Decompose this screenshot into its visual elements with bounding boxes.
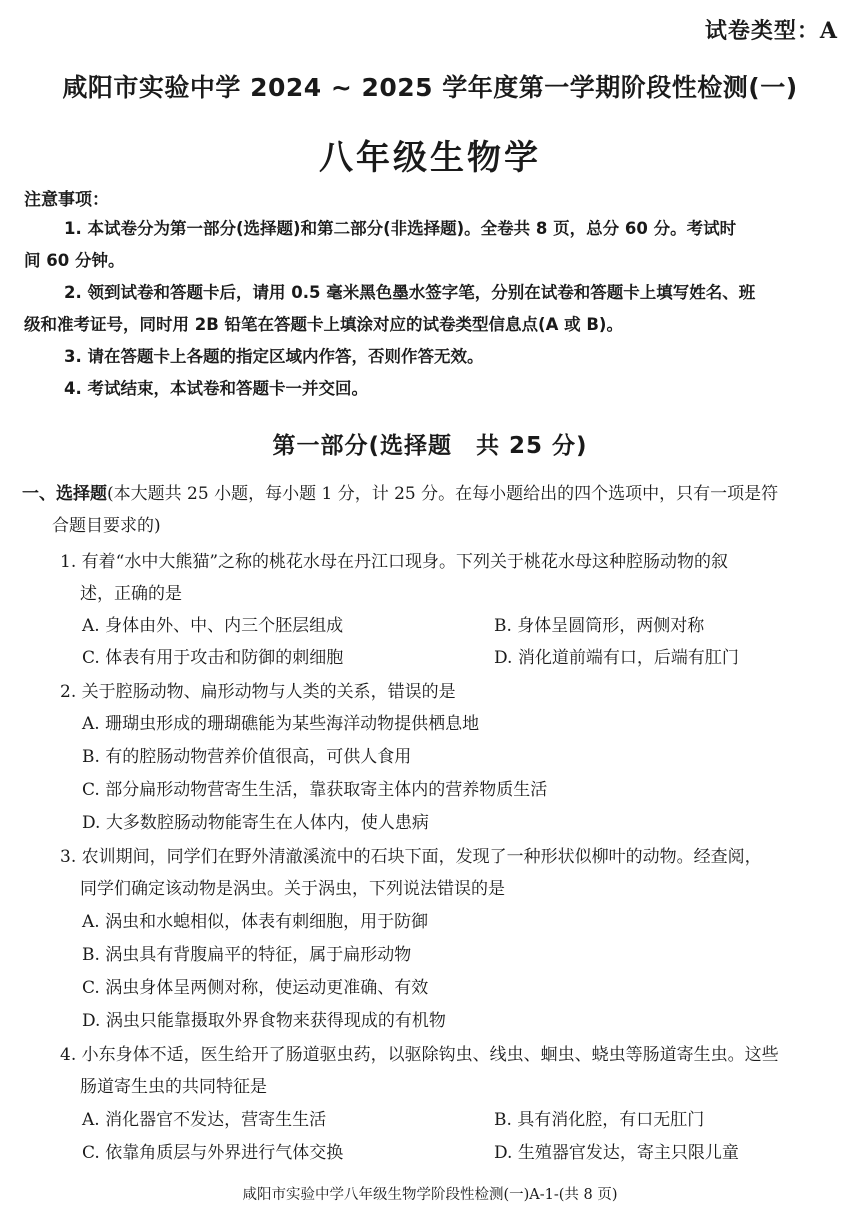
question-1 — [60, 546, 842, 610]
option-a: A. 珊瑚虫形成的珊瑚礁能为某些海洋动物提供栖息地 — [82, 714, 480, 734]
notice-line: 4. 考试结束，本试卷和答题卡一并交回。 — [64, 379, 368, 398]
option-d: D. 涡虫只能靠摄取外界食物来获得现成的有机物 — [82, 1011, 446, 1031]
notice-line: 2. 领到试卷和答题卡后，请用 0.5 毫米黑色墨水签字笔，分别在试卷和答题卡上填写姓名、班 — [64, 283, 756, 302]
question-4 — [60, 1039, 842, 1103]
notice-line: 级和准考证号，同时用 2B 铅笔在答题卡上填涂对应的试卷类型信息点(A 或 B)。 — [24, 315, 623, 334]
part1-title: 第一部分(选择题 共 25 分) — [272, 433, 588, 459]
option-b: B. 身体呈圆筒形，两侧对称 — [494, 616, 705, 636]
option-d: D. 生殖器官发达，寄主只限儿童 — [494, 1143, 739, 1163]
exam-title: 咸阳市实验中学 2024 ~ 2025 学年度第一学期阶段性检测(一) — [62, 73, 798, 102]
notice-line: 间 60 分钟。 — [24, 251, 125, 270]
option-b: B. 具有消化腔，有口无肛门 — [494, 1110, 705, 1130]
option-c: C. 依靠角质层与外界进行气体交换 — [82, 1143, 344, 1163]
section-desc-cont: 合题目要求的) — [52, 516, 161, 536]
notice-line: 3. 请在答题卡上各题的指定区域内作答，否则作答无效。 — [64, 347, 484, 366]
page-footer: 咸阳市实验中学八年级生物学阶段性检测(一)A-1-(共 8 页) — [242, 1187, 618, 1203]
option-c: C. 部分扁形动物营寄生生活，靠获取寄主体内的营养物质生活 — [82, 780, 548, 800]
question-3 — [60, 841, 842, 905]
question-stem: 1. 有着“水中大熊猫”之称的桃花水母在丹江口现身。下列关于桃花水母这种腔肠动物的叙 — [60, 552, 729, 572]
question-stem-cont: 述，正确的是 — [80, 584, 182, 604]
option-a: A. 身体由外、中、内三个胚层组成 — [82, 616, 344, 636]
section-name: 一、选择题 — [22, 484, 107, 504]
option-c: C. 体表有用于攻击和防御的刺细胞 — [82, 648, 344, 668]
question-stem: 2. 关于腔肠动物、扁形动物与人类的关系，错误的是 — [60, 682, 456, 702]
question-stem: 3. 农训期间，同学们在野外清澈溪流中的石块下面，发现了一种形状似柳叶的动物。经查阅， — [60, 847, 762, 867]
subject-title: 八年级生物学 — [319, 138, 541, 178]
option-d: D. 大多数腔肠动物能寄生在人体内，使人患病 — [82, 813, 429, 833]
option-a: A. 消化器官不发达，营寄生生活 — [82, 1110, 327, 1130]
question-2 — [60, 676, 842, 708]
notice-heading: 注意事项： — [24, 190, 109, 210]
notice-line: 1. 本试卷分为第一部分(选择题)和第二部分(非选择题)。全卷共 8 页，总分 60 分。考试时 — [64, 219, 737, 238]
option-a: A. 涡虫和水螅相似，体表有刺细胞，用于防御 — [82, 912, 429, 932]
option-b: B. 有的腔肠动物营养价值很高，可供人食用 — [82, 747, 412, 767]
option-c: C. 涡虫身体呈两侧对称，使运动更准确、有效 — [82, 978, 429, 998]
section-intro — [22, 478, 842, 542]
question-stem: 4. 小东身体不适，医生给开了肠道驱虫药，以驱除钩虫、线虫、蛔虫、蛲虫等肠道寄生虫。这些 — [60, 1045, 779, 1065]
option-d: D. 消化道前端有口，后端有肛门 — [494, 648, 739, 668]
option-b: B. 涡虫具有背腹扁平的特征，属于扁形动物 — [82, 945, 412, 965]
notice-block — [24, 213, 842, 405]
paper-type-label: 试卷类型：A — [704, 18, 838, 44]
question-stem-cont: 同学们确定该动物是涡虫。关于涡虫，下列说法错误的是 — [80, 879, 505, 899]
section-desc: (本大题共 25 小题，每小题 1 分，计 25 分。在每小题给出的四个选项中，只有一项是符 — [107, 484, 779, 504]
question-stem-cont: 肠道寄生虫的共同特征是 — [80, 1077, 267, 1097]
